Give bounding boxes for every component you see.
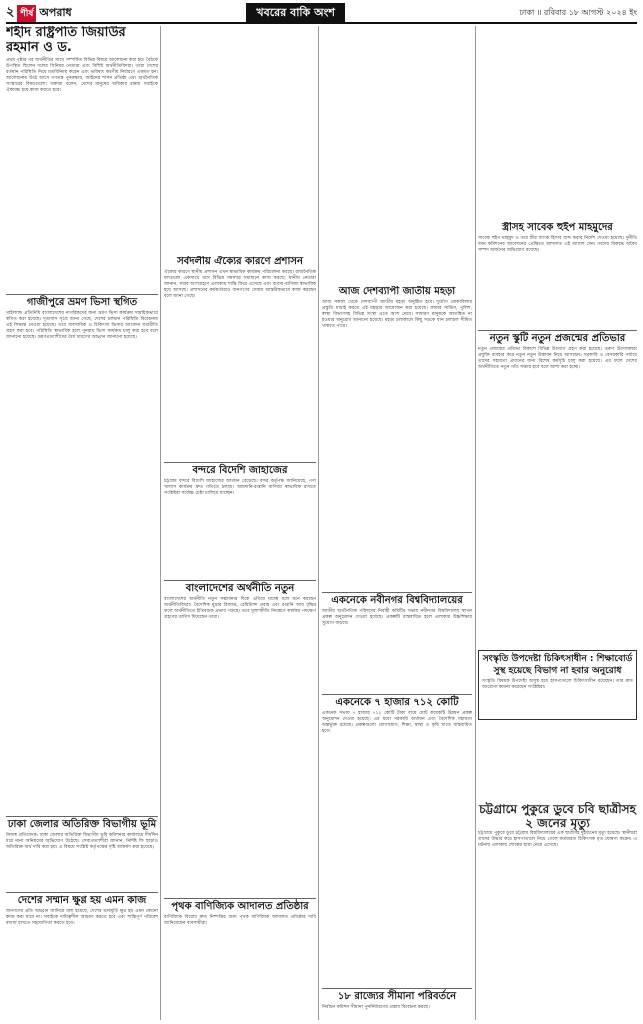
box-subheadline: সুস্থ হয়েছে বিভাগ না হবার অনুরোধ [493, 666, 622, 677]
column-divider [475, 26, 476, 1020]
article-headline: একনেকে নবীনগর বিশ্ববিদ্যালয়ের [331, 595, 463, 606]
article-divider [322, 592, 472, 593]
article-body: বাণিজ্যিক বিরোধ দ্রুত নিষ্পত্তির জন্য পৃথক বাণিজ্যিক আদালত প্রতিষ্ঠার দাবি জানিয়েছেন ব্যবসায়ীরা। [164, 914, 316, 926]
article-body: ঐক্যের কারণে স্থানীয় প্রশাসন এখন স্বাভাবিক কার্যক্রম পরিচালনা করছে। রাজনৈতিক দলগুলো একসাথে বসে বিভিন্ন সমস্যার সমাধানে কাজ করছে। স্থানীয় নেতারা জানান, সবার অংশগ্রহণে এলাকায় শান্তি ফিরে এসেছে এবং ব্যবসা-বাণিজ্য স্বাভাবিক হয়ে আসছে। প্রশাসনের কর্মকর্তারাও জনগণের সেবায় আন্তরিকভাবে কাজ করছেন বলে জানা গেছে। [164, 269, 316, 299]
article-body: নতুন প্রজন্মের প্রতিভা বিকাশে বিভিন্ন উদ্যোগ গ্রহণ করা হয়েছে। তরুণ উদ্যোক্তারা প্রযুক্তি ব্যবহার করে নতুন নতুন উদ্ভাবন নিয়ে আসছেন। সরকারি ও বেসরকারি পর্যায়ে তাদের সহায়তা প্রদানের জন্য বিশেষ কর্মসূচি চালু করা হয়েছে। এর ফলে দেশের অর্থনীতিতে নতুন গতি সঞ্চার হবে বলে আশা করা হচ্ছে। [478, 346, 637, 370]
column-3 [322, 26, 472, 1020]
article [322, 286, 472, 586]
article-divider [164, 898, 316, 899]
column-divider [160, 26, 161, 1020]
masthead-left [6, 3, 72, 24]
column-divider [318, 26, 319, 1020]
article [164, 256, 316, 456]
article-divider [6, 892, 158, 893]
page-number: ২ [6, 4, 15, 20]
article [478, 330, 637, 644]
article-headline: একনেকে ৭ হাজার ৭১২ কোটি [335, 697, 459, 708]
column-2 [164, 26, 316, 1020]
article-divider [322, 988, 472, 989]
article-headline: বন্দরে বিদেশি জাহাজের [192, 465, 288, 476]
article-body: জাতীয় অর্থনৈতিক পরিষদের নির্বাহী কমিটির সভায় নবীনগর বিশ্ববিদ্যালয় স্থাপন প্রকল্প অনুমোদন দেওয়া হয়েছে। প্রকল্পটি বাস্তবায়িত হলে এলাকার উচ্চশিক্ষার সুযোগ বাড়বে। [322, 608, 472, 626]
article [478, 802, 637, 1020]
article-headline: চট্টগ্রামে পুকুরে ডুবে চবি ছাত্রীসহ ২ জনের মৃত্যু [479, 802, 636, 831]
article-body: চট্টগ্রাম বন্দরে বিদেশি জাহাজের আগমন বেড়েছে। বন্দর কর্তৃপক্ষ জানিয়েছে, পণ্য খালাস কার্যক্রম দ্রুত গতিতে চলছে। আমদানি-রপ্তানি বাণিজ্য স্বাভাবিক রাখতে সংশ্লিষ্টরা সর্বোচ্চ চেষ্টা চালিয়ে যাচ্ছেন। [164, 478, 316, 496]
article-divider [322, 694, 472, 695]
article [6, 816, 158, 886]
article [322, 988, 472, 1020]
article-body: থাইল্যান্ড প্রতিনিধি বাংলাদেশের নাগরিকদের জন্য ভ্রমণ ভিসা কার্যক্রম সাময়িকভাবে স্থগিত করা হয়েছে। দূতাবাস সূত্রে জানা গেছে, দেশের চলমান পরিস্থিতি বিবেচনায় এই সিদ্ধান্ত নেওয়া হয়েছে। তবে ব্যবসায়িক ও চিকিৎসা ভিসার আবেদন যথারীতি গ্রহণ করা হবে। পরিস্থিতি স্বাভাবিক হলে পুনরায় ভিসা কার্যক্রম চালু করা হবে বলে জানানো হয়েছে। ভ্রমণপ্রত্যাশীদের ধৈর্য ধারণের আহ্বান জানানো হয়েছে। [6, 310, 158, 340]
article-body: সাবেক হুইপ মাহমুদ ও তার স্ত্রীর ব্যাংক হিসাব জব্দ করার নির্দেশ দেওয়া হয়েছে। দুর্নীতি দমন কমিশনের আবেদনের প্রেক্ষিতে আদালত এই আদেশ দেন। তাদের বিরুদ্ধে অবৈধ সম্পদ অর্জনের অভিযোগ রয়েছে। [478, 235, 637, 253]
article [6, 294, 158, 608]
article-headline: বাংলাদেশের অর্থনীতি নতুন [185, 583, 295, 594]
article-body: বাংলাদেশের অর্থনীতি নতুন সম্ভাবনার দিকে এগিয়ে যাচ্ছে বলে মনে করছেন অর্থনীতিবিদরা। বৈদেশিক মুদ্রার রিজার্ভ, রেমিট্যান্স প্রবাহ এবং রপ্তানি আয় বৃদ্ধির ফলে অর্থনীতিতে ইতিবাচক প্রভাব পড়ছে। তবে মূল্যস্ফীতি নিয়ন্ত্রণে কার্যকর পদক্ষেপ গ্রহণের তাগিদ দিয়েছেন তারা। [164, 596, 316, 620]
article [164, 898, 316, 1020]
article [478, 222, 637, 324]
newspaper-logo: শীর্ষ [17, 5, 36, 22]
box-body: সংস্কৃতি বিষয়ক উপদেষ্টা অসুস্থ হয়ে হাসপাতালে চিকিৎসাধীন রয়েছেন। তার দ্রুত আরোগ্য কামনা করেছেন সংশ্লিষ্টরা। [482, 678, 633, 690]
column-4 [478, 26, 637, 1020]
article-body: একনেক সভায় ৭ হাজার ৭১২ কোটি টাকা ব্যয়ে মোট কয়েকটি উন্নয়ন প্রকল্প অনুমোদন দেওয়া হয়েছে। এর মধ্যে সরকারি অর্থায়ন এবং বৈদেশিক সহায়তা অন্তর্ভুক্ত রয়েছে। প্রকল্পগুলো যোগাযোগ, শিক্ষা, স্বাস্থ্য ও কৃষি খাতে বাস্তবায়িত হবে। [322, 710, 472, 734]
box-headline: সংস্কৃতি উপদেষ্টা চিকিৎসাধীন : শিক্ষাবোর্ড [482, 654, 633, 664]
article-headline: ১৮ রাজ্যের সীমানা পরিবর্তনে [337, 991, 457, 1002]
newspaper-logo-sub: অপরাধ [39, 5, 72, 19]
article-body: প্রথম পৃষ্ঠার পর অর্থনীতির সাথে সম্পর্কিত বিভিন্ন বিষয়ে আলোচনা করা হয়। বৈঠকে উপস্থিত ছিলেন দলের সিনিয়র নেতারা এবং বিশিষ্ট অর্থনীতিবিদরা। তারা দেশের বর্তমান পরিস্থিতি নিয়ে মতবিনিময় করেন এবং ভবিষ্যৎ করণীয় নির্ধারণে একমত হন। আলোচনায় উঠে আসে গণতন্ত্র পুনরুদ্ধার, আইনের শাসন প্রতিষ্ঠা এবং অর্থনৈতিক সংস্কারের বিষয়গুলো। বক্তারা বলেন, দেশের মানুষের অধিকার রক্ষায় সবাইকে ঐক্যবদ্ধ হয়ে কাজ করতে হবে। [6, 57, 158, 93]
masthead [6, 4, 637, 24]
article-body: জনগণের প্রতি আহ্বান জানিয়ে বলা হয়েছে, দেশের ভাবমূর্তি ক্ষুণ্ণ হয় এমন কোনো কাজ করা যাবে না। সবাইকে দায়িত্বশীল আচরণ করতে হবে এবং শান্তিপূর্ণ পরিবেশ বজায় রাখতে সহযোগিতা করতে হবে। [6, 908, 158, 926]
article-headline: শহীদ রাষ্ট্রপতি জিয়াউর রহমান ও ড. [6, 26, 126, 55]
article-divider [164, 462, 316, 463]
article-headline: গাজীপুরে ভ্রমণ ভিসা স্থগিত [26, 297, 138, 308]
article [322, 694, 472, 984]
article [6, 26, 158, 288]
article-headline: স্ত্রীসহ সাবেক হুইপ মাহমুদের [502, 222, 613, 233]
article-headline: সর্বদলীয় ঐক্যের কারণে প্রশাসন [177, 256, 303, 267]
section-title: খবরের বাকি অংশ [246, 3, 344, 24]
article-divider [478, 330, 637, 331]
article-headline: নতুন স্কুটি নতুন প্রজন্মের প্রতিভার [489, 333, 626, 344]
issue-date: ঢাকা ॥ রবিবার ১৮ আগস্ট ২০২৪ ইং [519, 7, 637, 17]
article-body: চট্টগ্রামে পুকুরে ডুবে চট্টগ্রাম বিশ্ববিদ্যালয়ের এক ছাত্রীসহ দুইজনের মৃত্যু হয়েছে। স্থানীয়রা তাদের উদ্ধার করে হাসপাতালে নিয়ে গেলে কর্তব্যরত চিকিৎসক মৃত ঘোষণা করেন। এ ঘটনায় এলাকায় শোকের ছায়া নেমে এসেছে। [478, 830, 637, 848]
article-divider [6, 816, 158, 817]
article-body: আজ সকাল থেকে দেশব্যাপী জাতীয় মহড়া অনুষ্ঠিত হবে। দুর্যোগ মোকাবিলার প্রস্তুতি যাচাই করতে এই মহড়ার আয়োজন করা হয়েছে। ফায়ার সার্ভিস, পুলিশ, স্বাস্থ্য বিভাগসহ বিভিন্ন সংস্থা এতে অংশ নেবে। সাধারণ মানুষকে আতঙ্কিত না হওয়ার অনুরোধ জানানো হয়েছে। মহড়া চলাকালে কিছু সড়কে যান চলাচল সীমিত থাকতে পারে। [322, 299, 472, 329]
article-headline: দেশের সম্মান ক্ষুণ্ণ হয় এমন কাজ [17, 895, 147, 906]
column-1 [6, 26, 158, 1020]
article [164, 580, 316, 892]
article-headline: পৃথক বাণিজ্যিক আদালত প্রতিষ্ঠার [171, 901, 309, 912]
article-divider [6, 294, 158, 295]
article [164, 462, 316, 572]
article-body: নির্বাচন কমিশন সীমানা পুনর্নির্ধারণের প্রস্তাব বিবেচনা করছে। [322, 1004, 430, 1010]
boxed-news [478, 650, 637, 720]
article-divider [164, 580, 316, 581]
article-headline: আজ দেশব্যাপী জাতীয় মহড়া [338, 286, 456, 297]
article-body: নিজস্ব প্রতিবেদক: ঢাকা জেলার অতিরিক্ত বিভাগীয় ভূমি কমিশনার কার্যালয়ে দীর্ঘদিন ধরে নানা অনিয়মের অভিযোগ উঠেছে। সেবাপ্রত্যাশীরা জানান, নির্দিষ্ট ফি ছাড়াও অতিরিক্ত অর্থ দাবি করা হয়। এ বিষয়ে সংশ্লিষ্ট কর্তৃপক্ষের দৃষ্টি আকর্ষণ করা হয়েছে। [6, 832, 158, 850]
article-headline: ঢাকা জেলার অতিরিক্ত বিভাগীয় ভূমি [7, 819, 157, 830]
article [6, 892, 158, 1020]
article [322, 592, 472, 688]
